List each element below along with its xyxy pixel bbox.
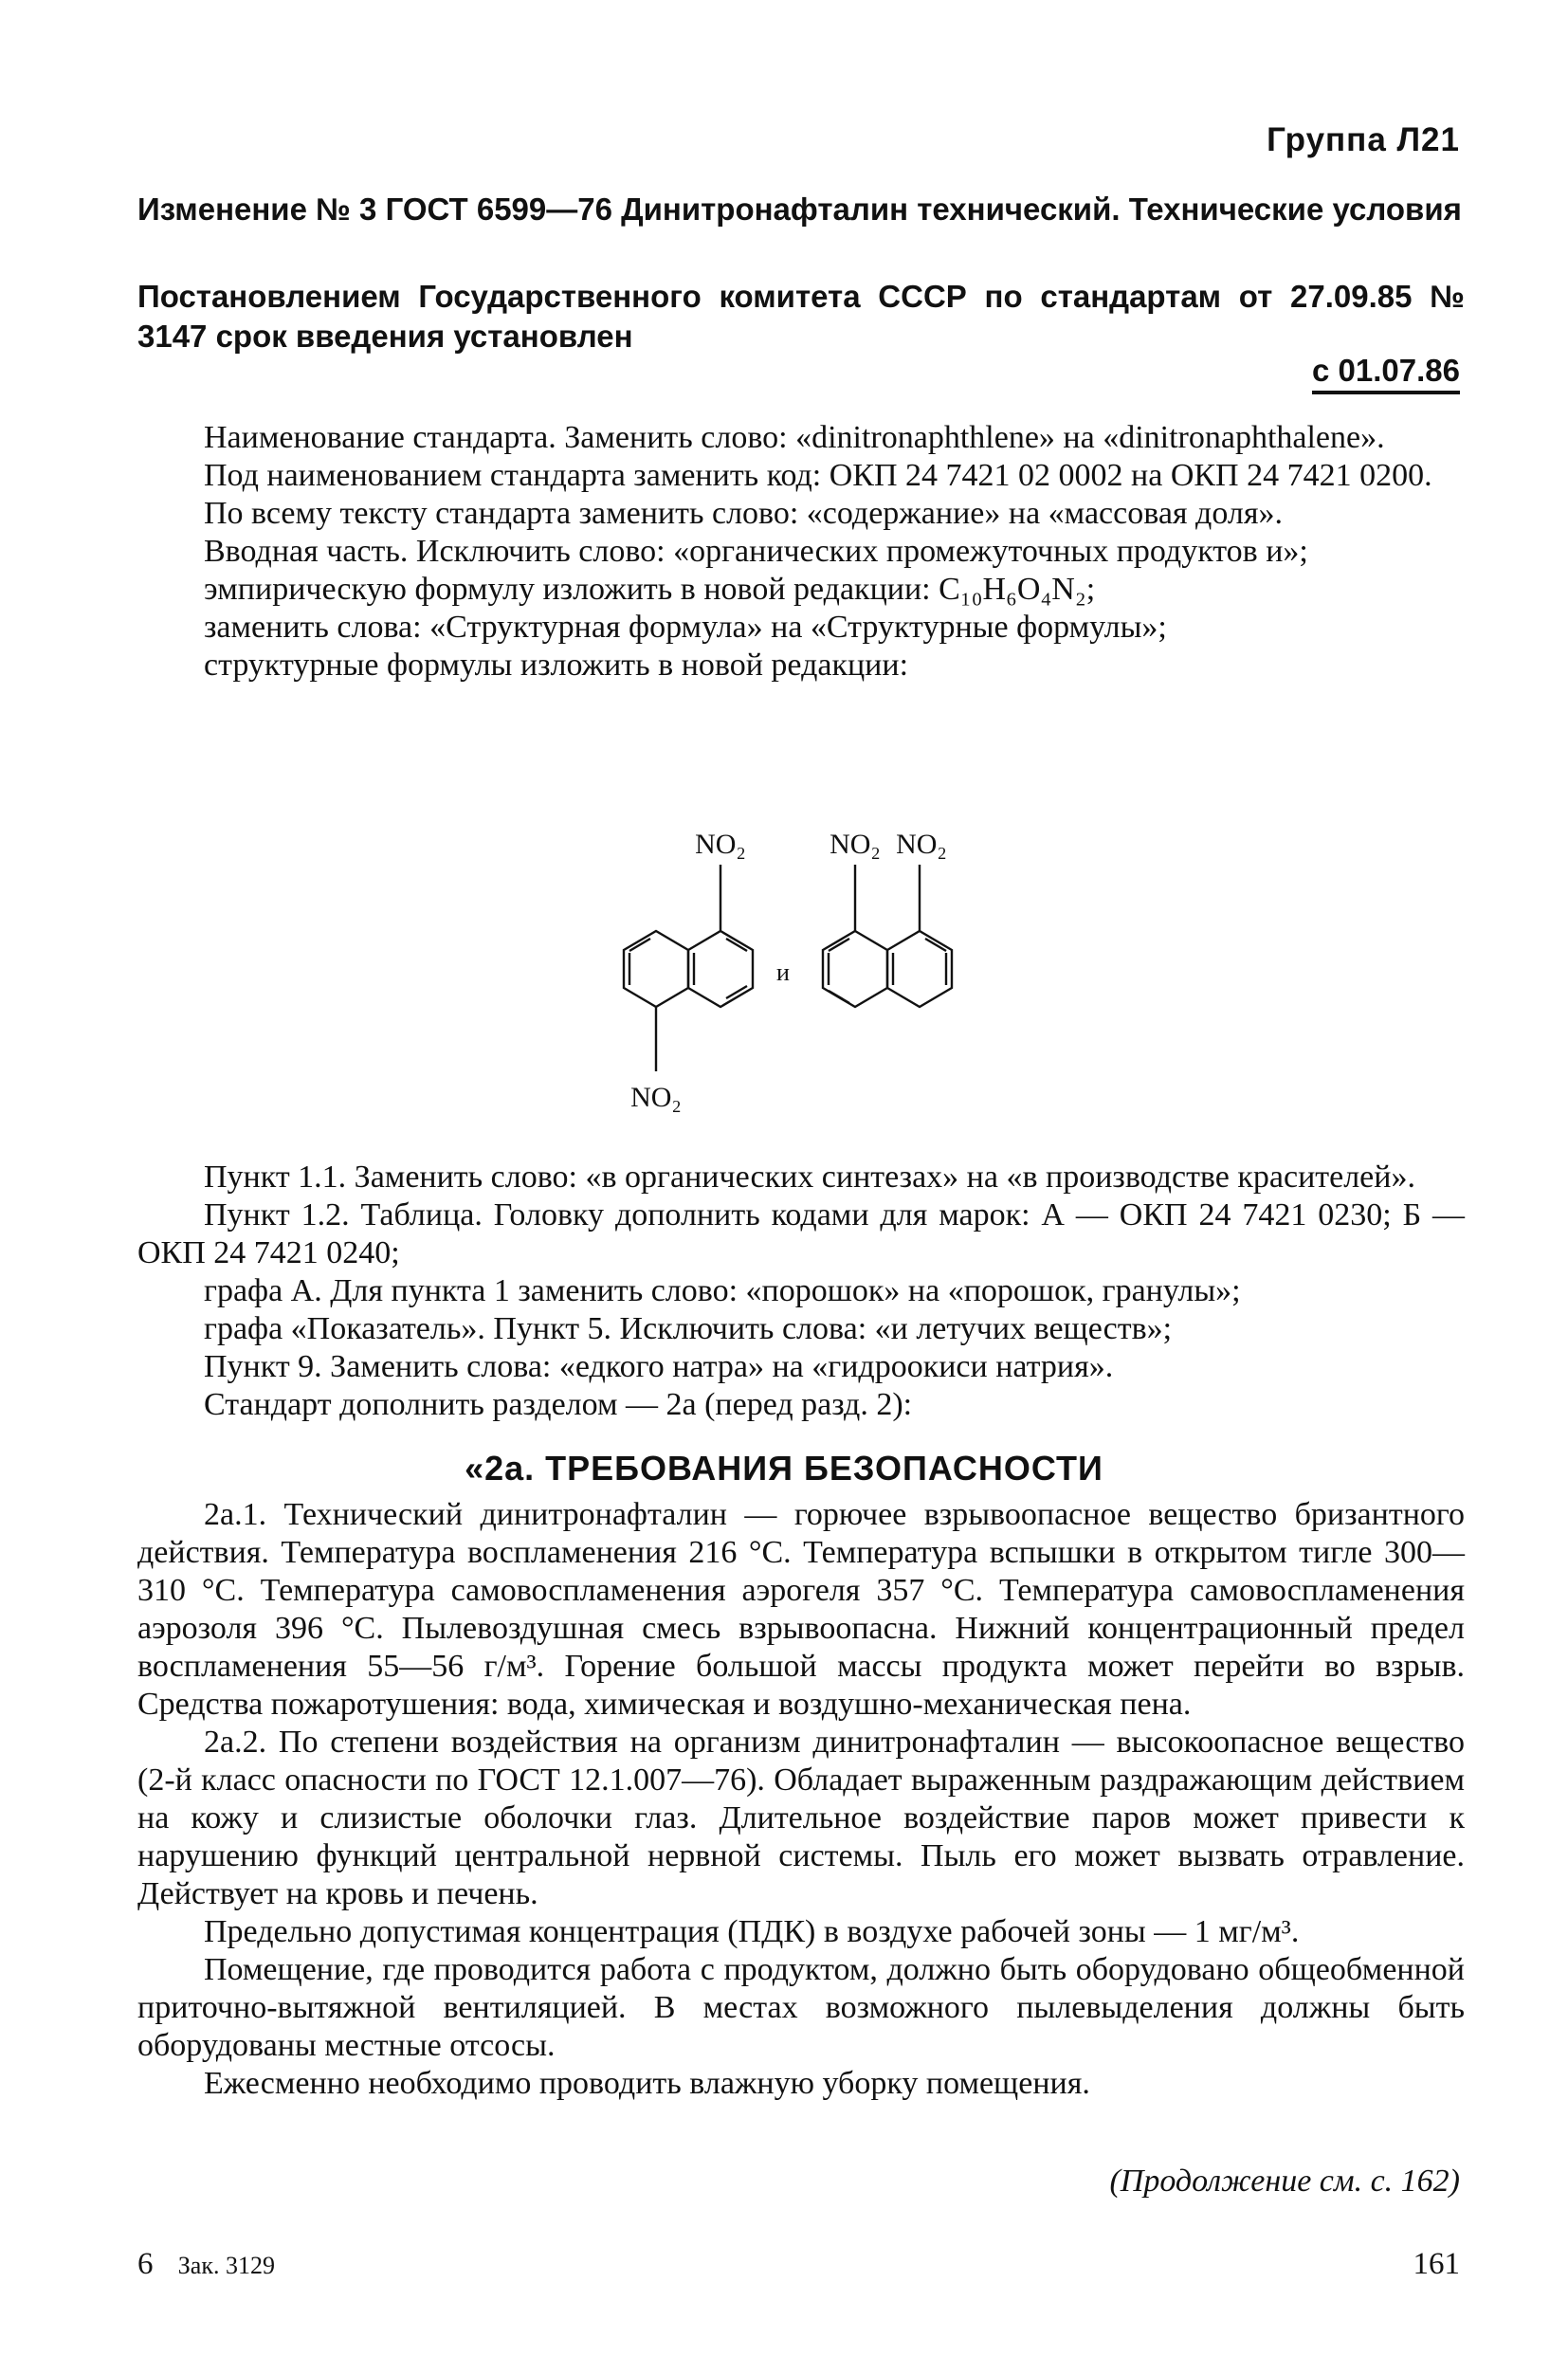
- paragraph-add-section: Стандарт дополнить разделом — 2а (перед разд. 2):: [204, 1387, 913, 1422]
- formula-no2-label-b: NO₂: [630, 1082, 682, 1113]
- formula-no2-label-c: NO₂: [830, 829, 881, 860]
- effective-date: с 01.07.86: [1312, 353, 1460, 394]
- paragraph-empirical-formula: эмпирическую формулу изложить в новой редакции: C₁₀H₆O₄N₂;: [204, 572, 1096, 607]
- paragraph-mac: Предельно допустимая концентрация (ПДК) в воздухе рабочей зоны — 1 мг/м³.: [204, 1914, 1300, 1949]
- safety-requirements-body: [137, 1496, 1465, 2103]
- paragraph-column-indicator: графа «Показатель». Пункт 5. Исключить слова: «и летучих веществ»;: [204, 1311, 1173, 1346]
- paragraph-structural-intro: структурные формулы изложить в новой редакции:: [204, 648, 909, 683]
- sheet-number: 6: [137, 2247, 154, 2281]
- continuation-note: (Продолжение см. с. 162): [1109, 2164, 1460, 2199]
- page-number: 161: [1413, 2247, 1460, 2281]
- formula-no2-label-d: NO₂: [896, 829, 947, 860]
- amendment-body-part-2: [137, 1159, 1465, 1424]
- naphthalene-1-5-structure: [624, 865, 753, 1071]
- amendment-title: Изменение № 3 ГОСТ 6599—76 Динитронафталин технический. Технические условия: [137, 192, 1462, 227]
- amendment-body-part-1: [137, 419, 1465, 685]
- paragraph-item-9: Пункт 9. Заменить слова: «едкого натра» на «гидроокиси натрия».: [204, 1349, 1114, 1384]
- paragraph-okp-code: Под наименованием стандарта заменить код: ОКП 24 7421 02 0002 на ОКП 24 7421 0200.: [204, 458, 1432, 493]
- paragraph-content-term: По всему тексту стандарта заменить слово: «содержание» на «массовая доля».: [204, 496, 1284, 531]
- paragraph-intro-part: Вводная часть. Исключить слово: «органических промежуточных продуктов и»;: [204, 534, 1308, 569]
- structural-formulas-figure: [550, 817, 1024, 1140]
- paragraph-2a-1: 2а.1. Технический динитронафталин — горючее взрывоопасное вещество бризантного действия. Температура воспламенения 216 °С. Температура вспышки в открытом тигле 300—310 °С. Температура самовоспламенения аэрогеля 357 °С. Температура самовоспламенения аэрозоля 396 °С. Пылевоздушная смесь взрывоопасна. Нижний концентрационный предел воспламенения 55—56 г/м³. Горение большой массы продукта может перейти во взрыв. Средства пожаротушения: вода, химическая и воздушно-механическая пена.: [137, 1497, 1465, 1722]
- paragraph-structural-term: заменить слова: «Структурная формула» на «Структурные формулы»;: [204, 610, 1167, 645]
- group-label: Группа Л21: [1267, 121, 1460, 158]
- formula-conjunction: и: [776, 959, 790, 986]
- decree-text: Постановлением Государственного комитета СССР по стандартам от 27.09.85 № 3147 срок введения установлен: [137, 279, 1465, 354]
- paragraph-item-1-1: Пункт 1.1. Заменить слово: «в органических синтезах» на «в производстве красителей».: [204, 1160, 1415, 1195]
- paragraph-standard-name: Наименование стандарта. Заменить слово: «dinitronaphthlene» на «dinitronaphthalene».: [204, 420, 1385, 455]
- paragraph-2a-2: 2а.2. По степени воздействия на организм динитронафталин — высокоопасное вещество (2-й класс опасности по ГОСТ 12.1.007—76). Обладает выраженным раздражающим действием на кожу и слизистые оболочки глаз. Длительное воздействие паров может привести к нарушению функций центральной нервной системы. Пыль его может вызвать отравление. Действует на кровь и печень.: [137, 1725, 1465, 1911]
- paragraph-column-a: графа А. Для пункта 1 заменить слово: «порошок» на «порошок, гранулы»;: [204, 1273, 1241, 1308]
- section-heading-safety: «2а. ТРЕБОВАНИЯ БЕЗОПАСНОСТИ: [465, 1449, 1103, 1488]
- paragraph-cleaning: Ежесменно необходимо проводить влажную уборку помещения.: [204, 2066, 1090, 2101]
- order-number: Зак. 3129: [177, 2252, 275, 2279]
- formula-no2-label-a: NO₂: [695, 829, 746, 860]
- paragraph-ventilation: Помещение, где проводится работа с продуктом, должно быть оборудовано общеобменной приточно-вытяжной вентиляцией. В местах возможного пылевыделения должны быть оборудованы местные отсосы.: [137, 1952, 1465, 2063]
- paragraph-item-1-2: Пункт 1.2. Таблица. Головку дополнить кодами для марок: А — ОКП 24 7421 0230; Б — ОКП 24 7421 0240;: [137, 1197, 1465, 1270]
- footer-print-info: [137, 2247, 275, 2282]
- naphthalene-1-8-structure: [823, 865, 952, 1007]
